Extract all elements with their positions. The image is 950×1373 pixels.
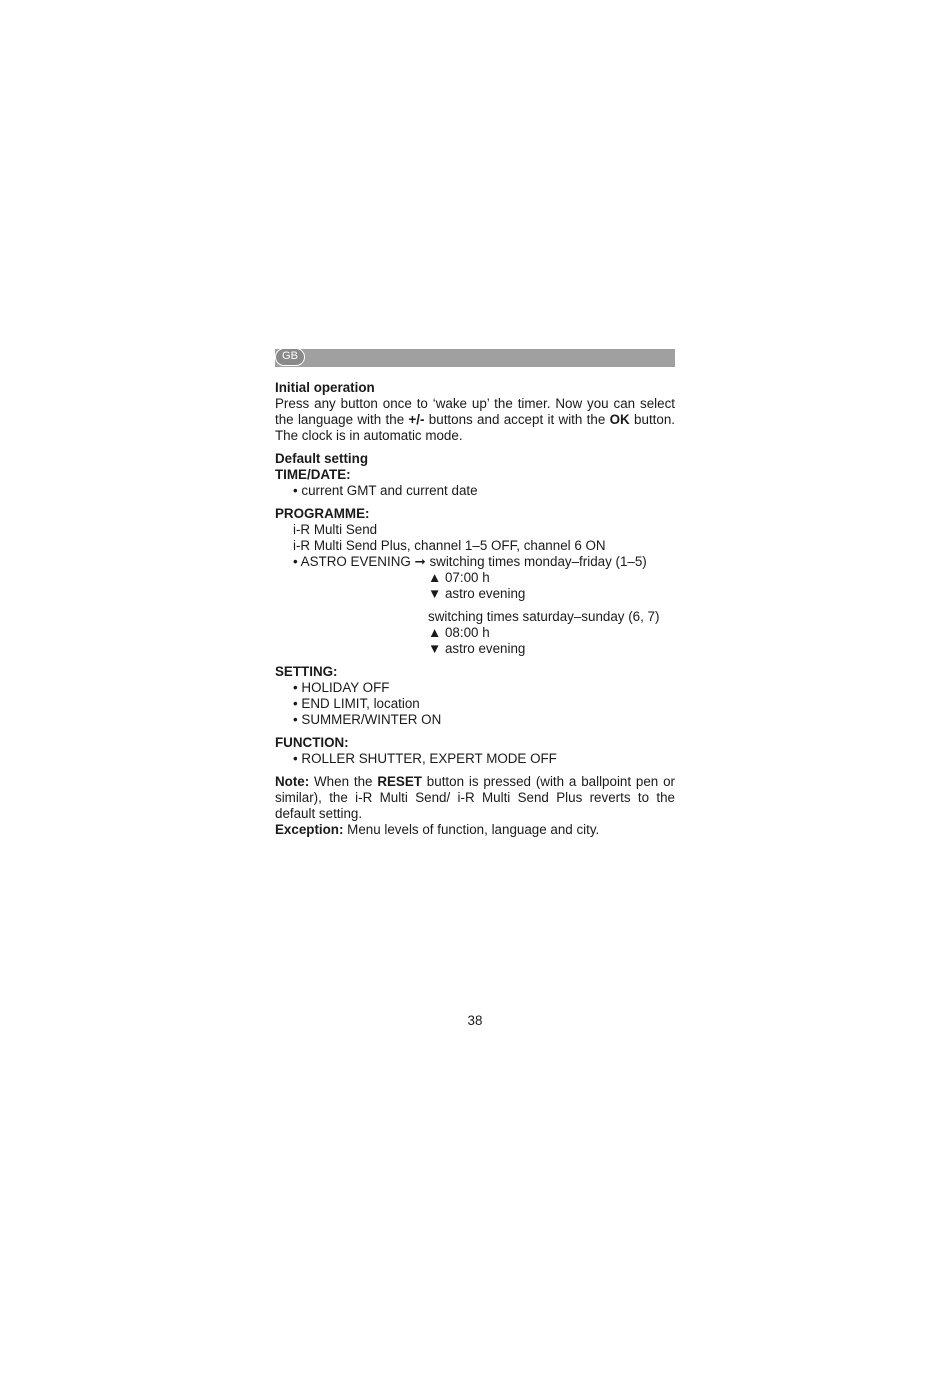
time-date-item: • current GMT and current date (293, 483, 478, 498)
initial-operation-text (275, 396, 675, 444)
setting-section (275, 664, 675, 728)
setting-item-holiday: • HOLIDAY OFF (293, 680, 390, 695)
exception-detail: Menu levels of function, language and city. (343, 822, 600, 837)
function-heading: FUNCTION: (275, 735, 349, 750)
initial-operation-text-2: buttons and accept it with the (424, 412, 610, 427)
note-section (275, 774, 675, 838)
spacer (275, 602, 675, 609)
default-setting-heading: Default setting (275, 451, 368, 466)
function-item: • ROLLER SHUTTER, EXPERT MODE OFF (293, 751, 557, 766)
setting-item-end-limit: • END LIMIT, location (293, 696, 420, 711)
plus-minus-label: +/- (408, 412, 425, 427)
exception-text (275, 822, 675, 838)
note-label: Note: (275, 774, 310, 789)
function-section (275, 735, 675, 767)
weekday-up-time: ▲ 07:00 h (428, 570, 490, 585)
weekday-down-time: ▼ astro evening (428, 586, 526, 601)
setting-item-summer-winter: • SUMMER/WINTER ON (293, 712, 442, 727)
ok-label: OK (609, 412, 630, 427)
reset-label: RESET (377, 774, 422, 789)
note-text (275, 774, 675, 822)
section-header-bar (275, 349, 675, 367)
weekend-down-time: ▼ astro evening (428, 641, 526, 656)
astro-evening-label: • ASTRO EVENING ➞ (293, 554, 430, 569)
programme-line-2: i-R Multi Send Plus, channel 1–5 OFF, channel 6 ON (293, 538, 606, 553)
note-text-1: When the (309, 774, 378, 789)
language-badge: GB (275, 348, 305, 366)
page-content (275, 380, 675, 838)
programme-heading: PROGRAMME: (275, 506, 370, 521)
initial-operation-heading: Initial operation (275, 380, 375, 395)
default-setting-section (275, 451, 675, 499)
programme-line-1: i-R Multi Send (293, 522, 378, 537)
note-text-2: button is pressed (with a ballpoint pen or similar), the i-R Multi Send/ i-R Multi Send Plus reverts to the default setting. (275, 774, 675, 821)
programme-section (275, 506, 675, 657)
initial-operation-text-3: button. The clock is in automatic mode. (275, 412, 675, 443)
page-number: 38 (467, 1013, 483, 1028)
initial-operation-section (275, 380, 675, 444)
weekend-switching-title: switching times saturday–sunday (6, 7) (428, 609, 660, 624)
astro-evening-line (275, 554, 675, 570)
exception-label: Exception: (275, 822, 344, 837)
time-date-heading: TIME/DATE: (275, 467, 351, 482)
initial-operation-text-1: Press any button once to ‘wake up’ the timer. Now you can select the language with the (275, 396, 675, 427)
weekend-up-time: ▲ 08:00 h (428, 625, 490, 640)
setting-heading: SETTING: (275, 664, 338, 679)
weekday-switching-title: switching times monday–friday (1–5) (429, 554, 647, 569)
